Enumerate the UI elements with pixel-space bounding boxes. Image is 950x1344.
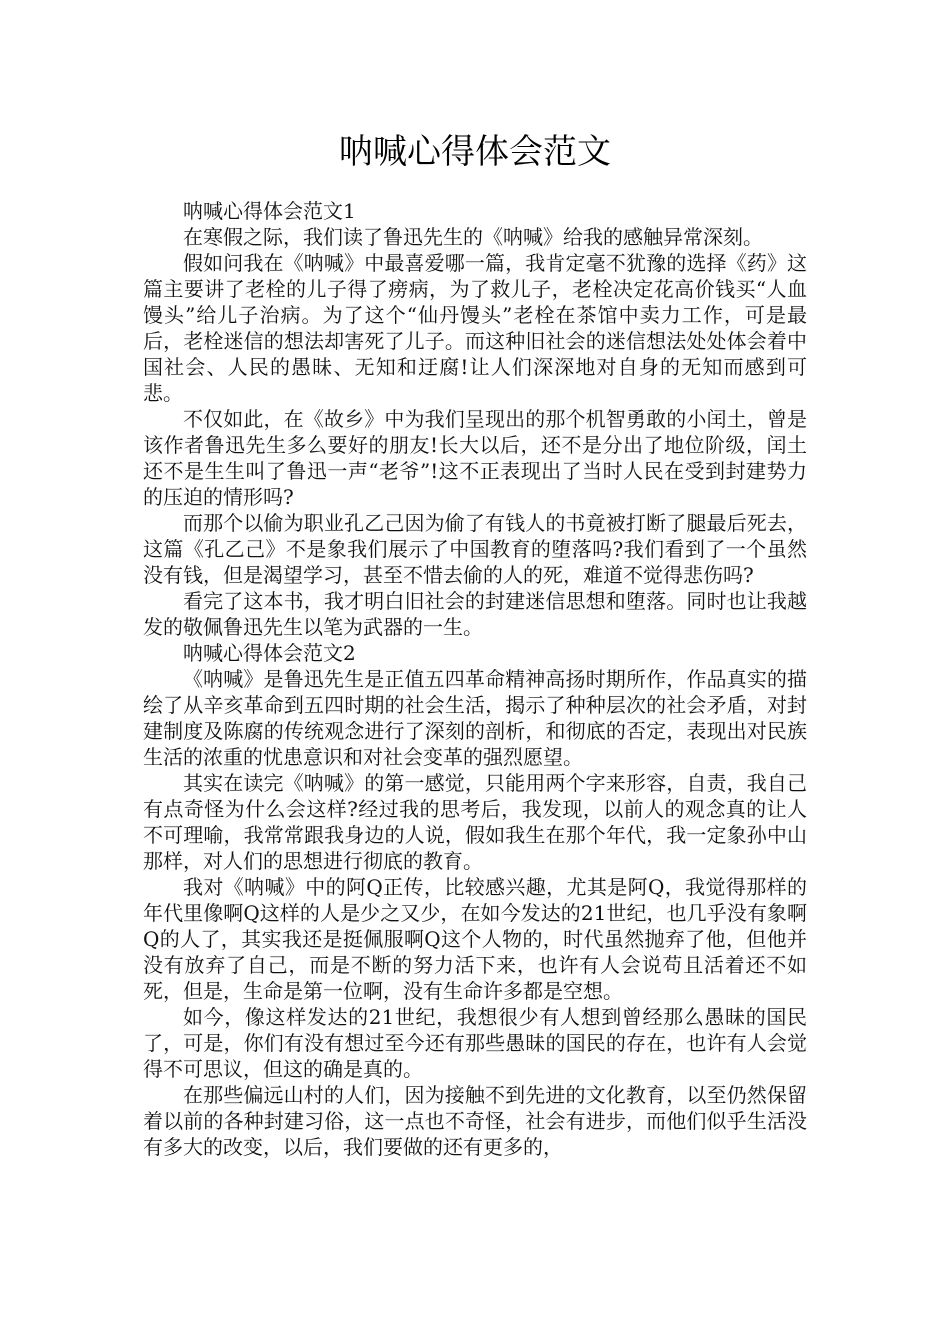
paragraph: 而那个以偷为职业孔乙己因为偷了有钱人的书竟被打断了腿最后死去，这篇《孔乙己》不是象我们展示了中国教育的堕落吗?我们看到了一个虽然没有钱，但是渴望学习，甚至不惜去偷的人的死，难道不觉得悲伤吗? bbox=[143, 511, 807, 587]
paragraph: 如今，像这样发达的21世纪，我想很少有人想到曾经那么愚昧的国民了，可是，你们有没有想过至今还有那些愚昧的国民的存在，也许有人会觉得不可思议，但这的确是真的。 bbox=[143, 1005, 807, 1081]
section-heading: 呐喊心得体会范文1 bbox=[183, 199, 356, 223]
document-body bbox=[143, 198, 807, 1160]
paragraph: 在寒假之际，我们读了鲁迅先生的《呐喊》给我的感触异常深刻。 bbox=[183, 225, 763, 249]
paragraph: 看完了这本书，我才明白旧社会的封建迷信思想和堕落。同时也让我越发的敬佩鲁迅先生以笔为武器的一生。 bbox=[143, 589, 807, 639]
paragraph: 《呐喊》是鲁迅先生是正值五四革命精神高扬时期所作，作品真实的描绘了从辛亥革命到五四时期的社会生活，揭示了种种层次的社会矛盾，对封建制度及陈腐的传统观念进行了深刻的剖析，和彻底的否定，表现出对民族生活的浓重的忧患意识和对社会变革的强烈愿望。 bbox=[143, 667, 807, 769]
paragraph: 在那些偏远山村的人们，因为接触不到先进的文化教育，以至仍然保留着以前的各种封建习俗，这一点也不奇怪，社会有进步，而他们似乎生活没有多大的改变，以后，我们要做的还有更多的， bbox=[143, 1083, 807, 1159]
paragraph: 其实在读完《呐喊》的第一感觉，只能用两个字来形容，自责，我自己有点奇怪为什么会这样?经过我的思考后，我发现，以前人的观念真的让人不可理喻，我常常跟我身边的人说，假如我生在那个年代，我一定象孙中山那样，对人们的思想进行彻底的教育。 bbox=[143, 771, 807, 873]
document-title: 呐喊心得体会范文 bbox=[339, 132, 611, 172]
paragraph: 不仅如此，在《故乡》中为我们呈现出的那个机智勇敢的小闰土，曾是该作者鲁迅先生多么要好的朋友!长大以后，还不是分出了地位阶级，闰土还不是生生叫了鲁迅一声“老爷”!这不正表现出了当时人民在受到封建势力的压迫的情形吗? bbox=[143, 407, 807, 509]
paragraph: 假如问我在《呐喊》中最喜爱哪一篇，我肯定毫不犹豫的选择《药》这篇主要讲了老栓的儿子得了痨病，为了救儿子，老栓决定花高价钱买“人血馒头”给儿子治病。为了这个“仙丹馒头”老栓在茶馆中卖力工作，可是最后，老栓迷信的想法却害死了儿子。而这种旧社会的迷信想法处处体会着中国社会、人民的愚昧、无知和迂腐!让人们深深地对自身的无知而感到可悲。 bbox=[143, 251, 807, 405]
section-heading: 呐喊心得体会范文2 bbox=[183, 641, 356, 665]
paragraph: 我对《呐喊》中的阿Q正传，比较感兴趣，尤其是阿Q，我觉得那样的年代里像啊Q这样的人是少之又少，在如今发达的21世纪，也几乎没有象啊Q的人了，其实我还是挺佩服啊Q这个人物的，时代虽然抛弃了他，但他并没有放弃了自己，而是不断的努力活下来，也许有人会说苟且活着还不如死，但是，生命是第一位啊，没有生命许多都是空想。 bbox=[143, 875, 807, 1003]
